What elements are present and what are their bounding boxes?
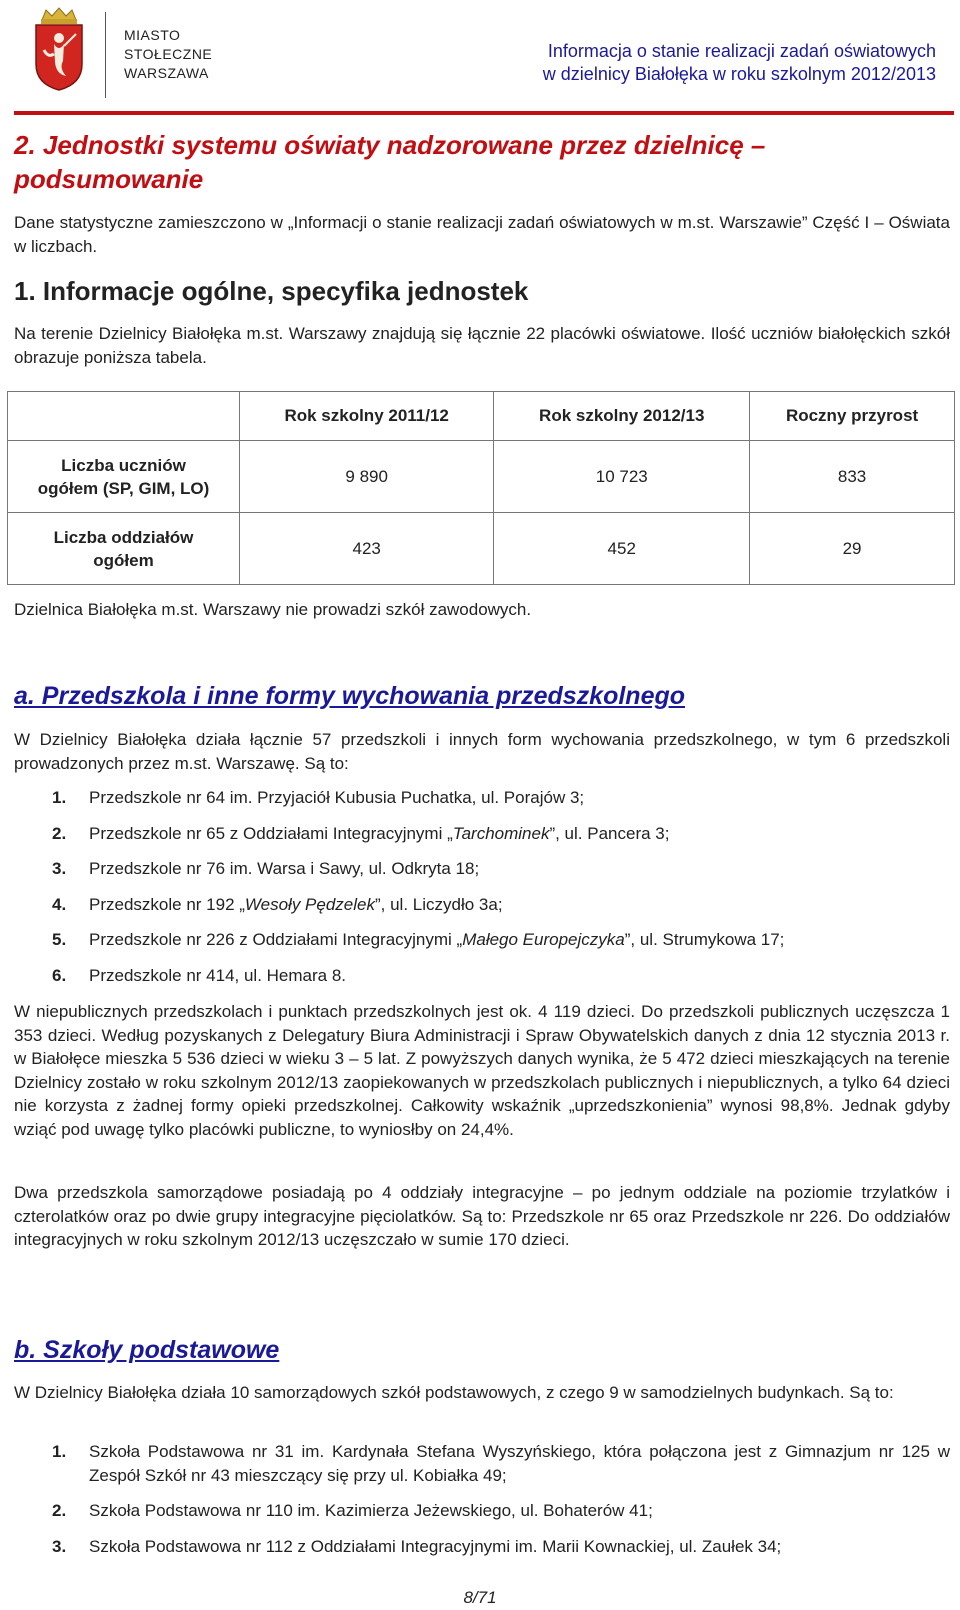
page-number: 8/71 [463,1588,497,1607]
warsaw-coat-of-arms-logo [30,6,88,92]
list-text: Szkoła Podstawowa nr 110 im. Kazimierza Jeżewskiego, ul. Bohaterów 41; [89,1501,653,1520]
list-number: 1. [52,1442,67,1461]
primary-schools-intro: W Dzielnicy Białołęka działa 10 samorządowych szkół podstawowych, z czego 9 w samodzielnych budynkach. Są to: [14,1383,894,1402]
column-header: Rok szkolny 2012/13 [494,392,750,441]
list-number: 2. [52,823,67,843]
table-cell: 423 [240,513,494,585]
row-header-line: Liczba oddziałów [53,527,194,547]
list-number: 4. [52,894,67,914]
header-divider [105,12,106,98]
table-cell: 10 723 [494,441,750,513]
list-item [14,964,950,988]
intro-text: Dane statystyczne zamieszczono w „Informacji o stanie realizacji zadań oświatowych w m.st. Warszawie” Część I – Oświata w liczbach. [14,213,950,256]
list-text: Przedszkole nr 64 im. Przyjaciół Kubusia Puchatka, ul. Porajów 3; [89,788,585,807]
list-item [14,1440,950,1487]
row-header [8,441,240,513]
list-item [14,928,950,952]
list-text: Przedszkole nr 65 z Oddziałami Integracyjnymi „ [89,823,453,843]
city-name-line-1: MIASTO [124,27,181,43]
list-text: Szkoła Podstawowa nr 112 z Oddziałami Integracyjnymi im. Marii Kownackiej, ul. Zaułek 34; [89,1536,782,1556]
list-number: 1. [52,788,67,807]
row-header-line: Liczba uczniów [61,455,186,475]
preschool-list [14,786,950,987]
section-heading: 2. Jednostki systemu oświaty nadzorowane przez dzielnicę – podsumowanie [14,130,766,194]
list-text: Przedszkole nr 192 „ [89,894,245,914]
list-item [14,857,950,881]
list-number: 3. [52,1536,67,1556]
list-text: ”, ul. Pancera 3; [549,823,670,843]
table-cell: 9 890 [240,441,494,513]
table-cell: 29 [750,513,955,585]
row-header-line: ogółem [93,550,154,570]
list-item [14,1499,950,1523]
primary-schools-heading: b. Szkoły podstawowe [14,1336,280,1364]
list-text: Szkoła Podstawowa nr 31 im. Kardynała Stefana Wyszyńskiego, która połączona jest z Gimnazjum nr 125 w Zespół Szkół nr 43 mieszczący się przy ul. Kobiałka 49; [89,1442,950,1485]
table-row [8,513,955,585]
city-name-line-3: WARSZAWA [124,65,209,81]
list-number: 3. [52,859,67,878]
report-title-line-2: w dzielnicy Białołęka w roku szkolnym 2012/2013 [542,64,936,84]
table-cell: 833 [750,441,955,513]
list-item [14,786,950,810]
preschool-name: Małego Europejczyka [462,930,625,949]
row-header [8,513,240,585]
list-number: 5. [52,930,67,949]
column-header: Roczny przyrost [750,392,955,441]
row-header-line: ogółem (SP, GIM, LO) [37,478,210,498]
list-item [14,1535,950,1559]
column-header: Rok szkolny 2011/12 [240,392,494,441]
subsection-heading-general-info: 1. Informacje ogólne, specyfika jednostek [14,276,529,306]
list-text: Przedszkole nr 226 z Oddziałami Integracyjnymi „ [89,930,463,949]
list-text: ”, ul. Strumykowa 17; [624,930,785,949]
list-number: 2. [52,1501,67,1520]
list-text: Przedszkole nr 414, ul. Hemara 8. [89,965,347,985]
table-cell: 452 [494,513,750,585]
preschool-name: Tarchominek [452,823,550,843]
preschool-name: Wesoły Pędzelek [244,894,375,914]
header-rule [14,111,954,115]
integration-units-paragraph: Dwa przedszkola samorządowe posiadają po 4 oddziały integracyjne – po jednym oddziale na poziomie trzylatków i czterolatków oraz po dwie grupy integracyjne pięciolatków. Są to: Przedszkole nr 65 oraz Przedszkole nr 226. Do oddziałów integracyjnych w roku szkolnym 2012/13 uczęszczało w sumie 170 dzieci. [14,1183,950,1249]
list-number: 6. [52,965,67,985]
report-title-line-1: Informacja o stanie realizacji zadań oświatowych [547,41,936,61]
student-statistics-table [7,391,955,585]
preschools-heading: a. Przedszkola i inne formy wychowania przedszkolnego [14,682,686,710]
table-row [8,441,955,513]
no-vocational-schools-text: Dzielnica Białołęka m.st. Warszawy nie prowadzi szkół zawodowych. [14,600,532,619]
list-item [14,822,950,846]
city-name-line-2: STOŁECZNE [124,46,213,62]
list-item [14,893,950,917]
primary-school-list [14,1440,950,1558]
list-text: ”, ul. Liczydło 3a; [375,894,503,914]
list-text: Przedszkole nr 76 im. Warsa i Sawy, ul. Odkryta 18; [89,859,480,878]
preschools-intro: W Dzielnicy Białołęka działa łącznie 57 przedszkoli i innych form wychowania przedszkolnego, w tym 6 przedszkoli prowadzonych przez m.st. Warszawę. Są to: [14,730,950,773]
preschools-statistics-paragraph: W niepublicznych przedszkolach i punktach przedszkolnych jest ok. 4 119 dzieci. Do przedszkoli publicznych uczęszcza 1 353 dzieci. Według pozyskanych z Delegatury Biura Administracji i Spraw Obywatelskich danych z dnia 12 stycznia 2013 r. w Białołęce mieszka 5 536 dzieci w wieku 3 – 5 lat. Z powyższych danych wynika, że 5 472 dzieci mieszkających na terenie Dzielnicy zostało w roku szkolnym 2012/13 zaopiekowanych w przedszkolach publicznych i niepublicznych, a tylko 64 dzieci nie korzysta z żadnej formy opieki przedszkolnej. Całkowity wskaźnik „uprzedszkonienia” wynosi 98,8%. Jednak gdyby wziąć pod uwagę tylko placówki publiczne, to wyniosłby on 24,4%. [14,1002,950,1139]
table-header-row [8,392,955,441]
table-corner-cell [8,392,240,441]
general-info-text: Na terenie Dzielnicy Białołęka m.st. Warszawy znajdują się łącznie 22 placówki oświatowe. Ilość uczniów białołęckich szkół obrazuje poniższa tabela. [14,324,950,367]
